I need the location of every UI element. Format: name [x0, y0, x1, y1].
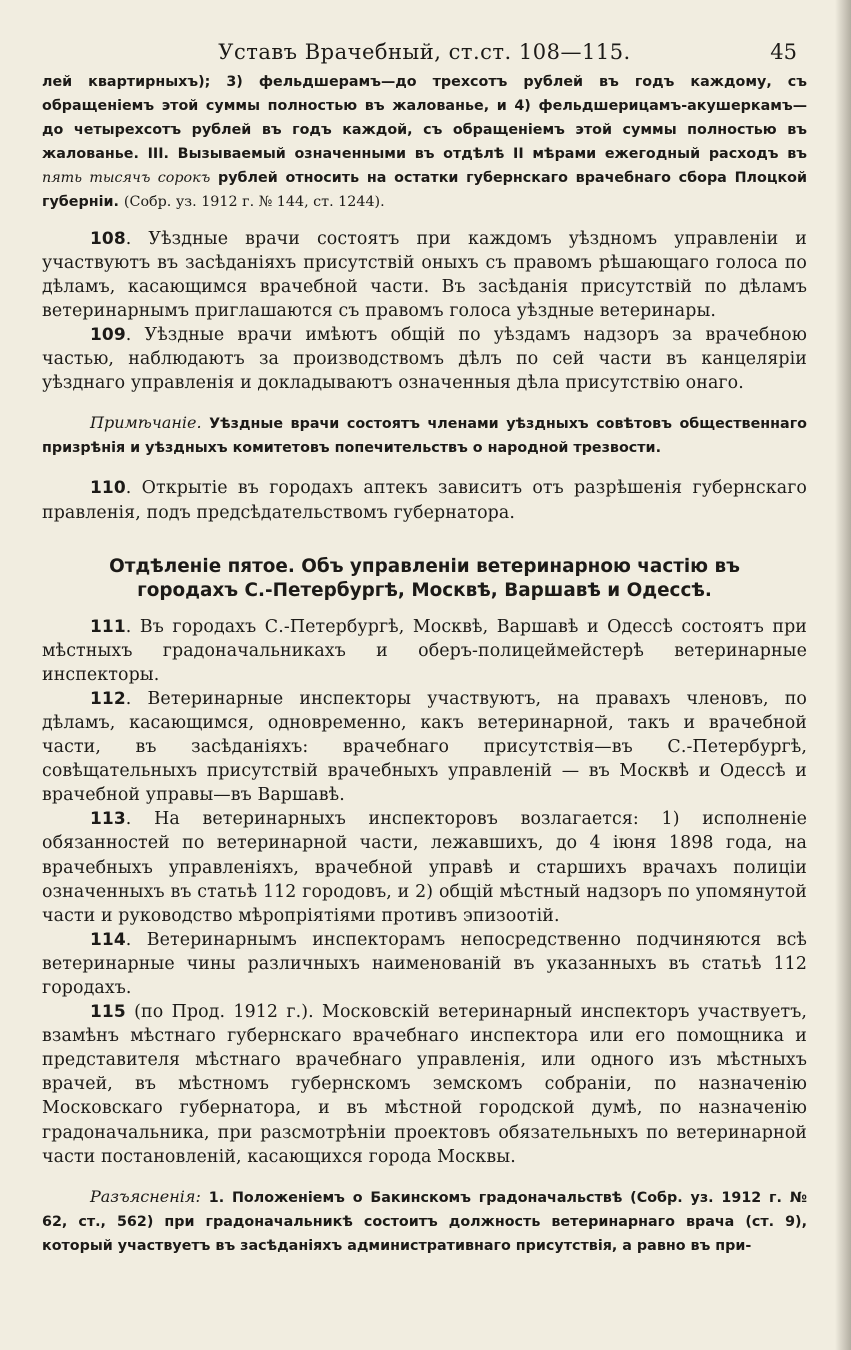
article-text: . Открытіе въ городахъ аптекъ зависитъ отъ разрѣшенія губернскаго правленія, подъ предсѣдательствомъ губернатора.	[42, 478, 807, 523]
article-text: (по Прод. 1912 г.). Московскій ветеринарный инспекторъ участвуетъ, взамѣнъ мѣстнаго губернскаго врачебнаго инспектора или его помощника и представителя мѣстнаго врачебнаго управленія, или одного изъ мѣстныхъ врачей, въ мѣстномъ губернскомъ земскомъ собраніи, по назначенію Московскаго губернатора, и въ мѣстной городской думѣ, по назначенію градоначальника, при разсмотрѣніи проектовъ обязательныхъ по ветеринарной части постановленій, касающихся города Москвы.	[42, 1002, 807, 1167]
article-number: 110	[90, 478, 126, 499]
explanations-text: 1. Положеніемъ о Бакинскомъ градоначальствѣ (Собр. уз. 1912 г. № 62, ст., 562) при градоначальникѣ состоитъ должность ветеринарнаго врача (ст. 9), который участвуетъ въ засѣданіяхъ административнаго присутствія, а равно въ при-	[42, 1189, 807, 1254]
remark-paragraph	[42, 411, 807, 460]
article-text: . Ветеринарные инспекторы участвуютъ, на правахъ членовъ, по дѣламъ, касающимся, одновременно, какъ ветеринарной, такъ и врачебной части, въ засѣданіяхъ: врачебнаго присутствія—въ С.-Петербургѣ, совѣщательныхъ присутствій врачебныхъ управленій — въ Москвѣ и Одессѣ и врачебной управы—въ Варшавѣ.	[42, 688, 807, 806]
article-text: . Въ городахъ С.-Петербургѣ, Москвѣ, Варшавѣ и Одессѣ состоятъ при мѣстныхъ градоначальникахъ и оберъ-полицеймейстерѣ ветеринарные инспекторы.	[42, 616, 807, 685]
article-110	[42, 476, 807, 524]
explanations-paragraph	[42, 1185, 807, 1258]
remark-label: Примѣчаніе.	[90, 413, 202, 433]
article-number: 114	[90, 929, 126, 950]
explanations-label: Разъясненія:	[90, 1186, 201, 1206]
article-113	[42, 807, 807, 927]
article-text: . Уѣздные врачи состоятъ при каждомъ уѣздномъ управленіи и участвуютъ въ засѣданіяхъ присутствій оныхъ съ правомъ рѣшающаго голоса по дѣламъ, касающимся врачебной части. Въ засѣданія присутствій по дѣламъ ветеринарнымъ приглашаются съ правомъ голоса уѣздные ветеринары.	[42, 228, 807, 321]
article-108	[42, 227, 807, 323]
article-number: 108	[90, 228, 126, 249]
article-number: 111	[90, 616, 126, 637]
note-citation: (Собр. уз. 1912 г. № 144, ст. 1244).	[123, 194, 385, 211]
article-text: . На ветеринарныхъ инспекторовъ возлагается: 1) исполненіе обязанностей по ветеринарной части, лежавшихъ, до 4 іюня 1898 года, на врачебныхъ управленіяхъ, врачебной управѣ и старшихъ врачахъ полиціи означенныхъ въ статьѣ 112 городовъ, и 2) общій мѣстный надзоръ по упомянутой части и руководство мѣропріятіями противъ эпизоотій.	[42, 809, 807, 926]
article-112	[42, 687, 807, 807]
section-title-line2: городахъ С.-Петербургѣ, Москвѣ, Варшавѣ и Одессѣ.	[137, 579, 712, 601]
article-115	[42, 1000, 807, 1169]
section-title-line1: Отдѣленіе пятое. Объ управленіи ветеринарною частію въ	[109, 555, 740, 577]
continuation-paragraph	[42, 70, 807, 215]
note-text-part2: рублей относить на остатки губернскаго врачебнаго сбора Плоцкой губерніи.	[42, 170, 807, 211]
article-number: 109	[90, 324, 126, 345]
remark	[42, 411, 807, 460]
article-number: 113	[90, 809, 126, 830]
continuation-note	[42, 70, 807, 215]
article-number: 112	[90, 688, 126, 709]
section-heading	[42, 555, 807, 603]
article-text: . Уѣздные врачи имѣютъ общій по уѣздамъ надзоръ за врачебною частью, наблюдаютъ за производствомъ дѣлъ по сей части въ канцеляріи уѣзднаго управленія и докладываютъ означенныя дѣла присутствію онаго.	[42, 324, 807, 394]
page-number: 45	[770, 40, 797, 64]
article-text: . Ветеринарнымъ инспекторамъ непосредственно подчиняются всѣ ветеринарные чины различныхъ наименованій въ указанныхъ въ статьѣ 112 городахъ.	[42, 929, 807, 998]
remark-text: Уѣздные врачи состоятъ членами уѣздныхъ совѣтовъ общественнаго призрѣнія и уѣздныхъ комитетовъ попечительствъ о народной трезвости.	[42, 416, 807, 457]
article-109	[42, 323, 807, 395]
article-number: 115	[90, 1002, 126, 1023]
explanations	[42, 1185, 807, 1258]
articles-block-b	[42, 615, 807, 1169]
note-text-part1: лей квартирныхъ); 3) фельдшерамъ—до трехсотъ рублей въ годъ каждому, съ обращеніемъ этой суммы полностью въ жалованье, и 4) фельдшерицамъ-акушеркамъ—до четырехсотъ рублей въ годъ каждой, съ обращеніемъ этой суммы полностью въ жалованье. III. Вызываемый означенными въ отдѣлѣ II мѣрами ежегодный расходъ въ	[42, 74, 807, 163]
article-110-block	[42, 476, 807, 524]
article-114	[42, 928, 807, 1000]
running-title: Уставъ Врачебный, ст.ст. 108—115.	[218, 40, 631, 64]
note-italic-amount: пять тысячъ сорокъ	[42, 170, 211, 187]
articles-block-a	[42, 227, 807, 396]
article-111	[42, 615, 807, 687]
page-header	[42, 0, 807, 70]
